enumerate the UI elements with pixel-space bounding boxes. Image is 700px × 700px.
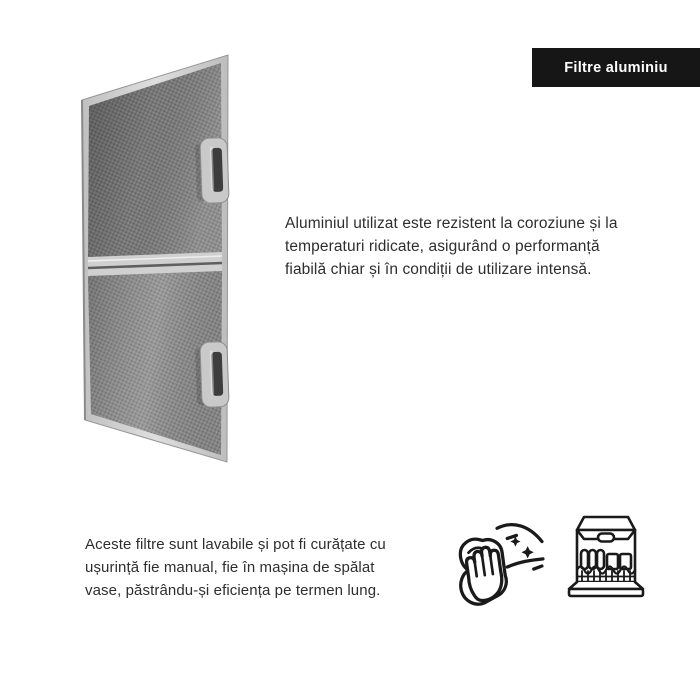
hand-wipe-icon xyxy=(444,514,546,616)
description-line: vase, păstrându-și eficiența pe termen lung. xyxy=(85,582,381,599)
filter-handle-lower xyxy=(195,342,229,408)
dishwasher-handle xyxy=(598,534,614,542)
description-line: fiabilă chiar și în condiții de utilizare intensă. xyxy=(285,261,592,278)
description-line: Aceste filtre sunt lavabile și pot fi curățate cu xyxy=(85,536,386,553)
cleaning-description xyxy=(85,533,386,602)
filter-illustration xyxy=(55,40,255,480)
swoosh-dash xyxy=(534,566,542,569)
dishwasher-icon xyxy=(556,508,656,610)
durability-description xyxy=(285,212,618,281)
sparkle-large xyxy=(522,546,534,558)
door-front xyxy=(569,589,643,596)
aluminum-filter-image xyxy=(55,40,255,480)
filter-handle-upper xyxy=(195,138,229,204)
dishwasher-lid xyxy=(577,517,635,530)
swoosh-upper xyxy=(497,525,542,542)
swoosh-lower xyxy=(507,559,543,567)
category-badge: Filtre aluminiu xyxy=(532,48,700,87)
description-line: ușurință fie manual, fie în mașina de spălat xyxy=(85,559,375,576)
description-line: temperaturi ridicate, asigurând o performanță xyxy=(285,238,600,255)
description-line: Aluminiul utilizat este rezistent la coroziune și la xyxy=(285,215,618,232)
